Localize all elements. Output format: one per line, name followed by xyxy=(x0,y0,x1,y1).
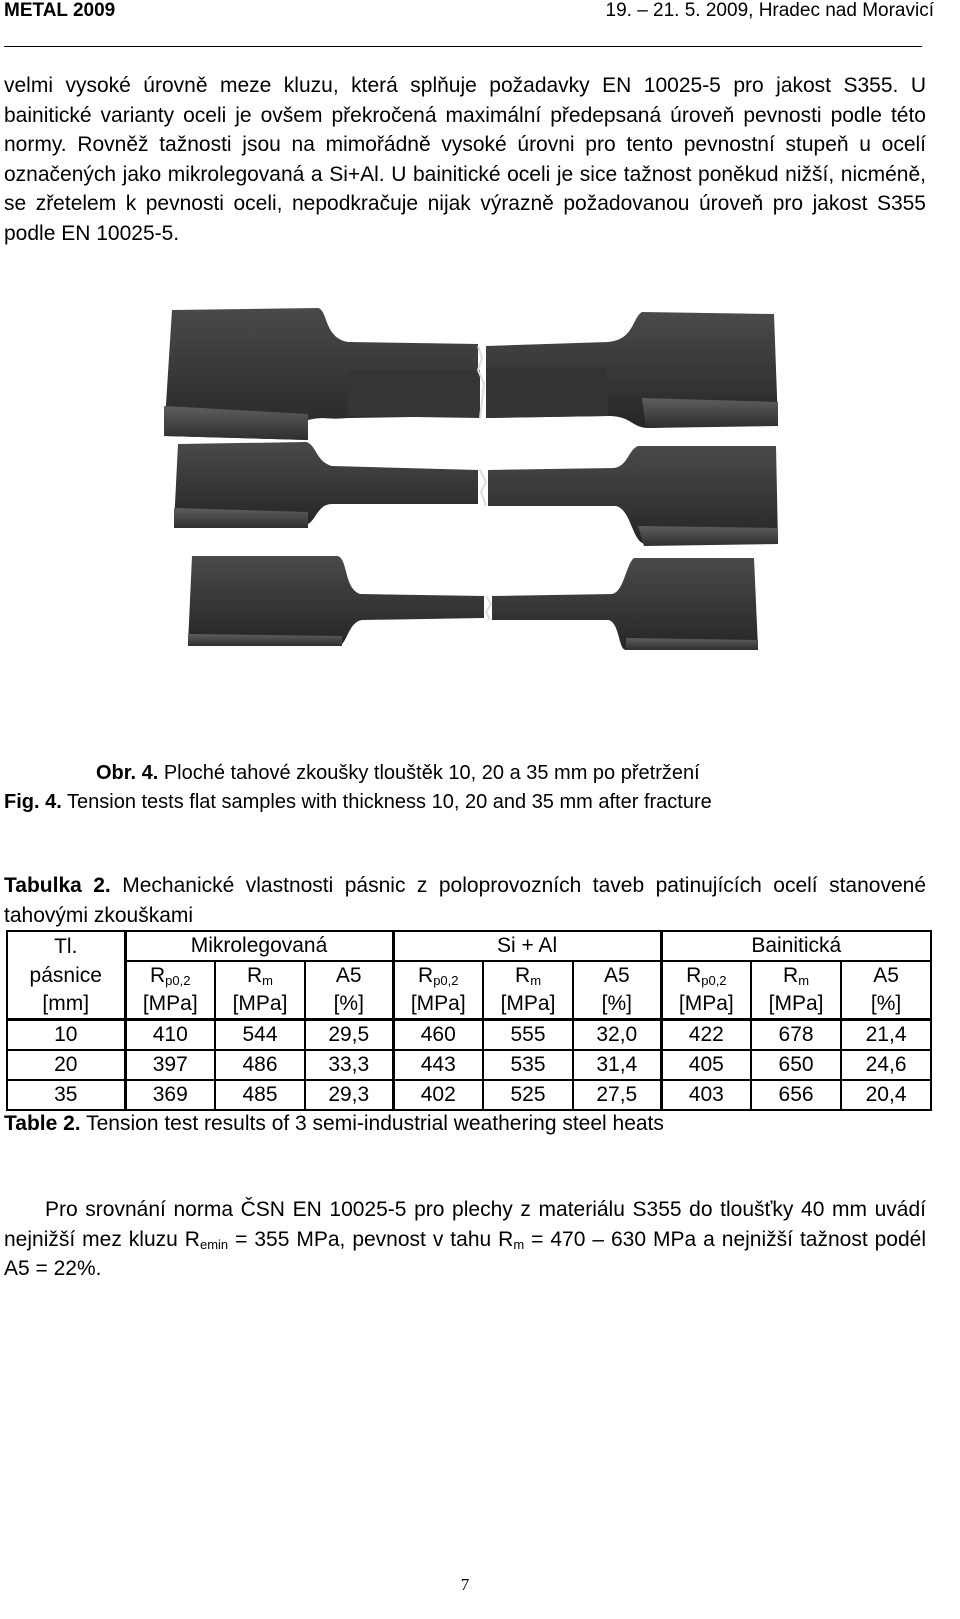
table-cell: 21,4 xyxy=(841,1020,931,1051)
table-cell: 485 xyxy=(215,1080,305,1110)
table-cell: 20,4 xyxy=(841,1080,931,1110)
sample-10mm xyxy=(188,556,758,650)
figure-text-cz: Ploché tahové zkoušky tlouštěk 10, 20 a 35 mm po přetržení xyxy=(163,762,700,784)
figure-caption-cz xyxy=(96,762,700,785)
table-cell: 678 xyxy=(751,1020,841,1051)
symbol-rm: $R_m$ xyxy=(751,961,841,990)
table-unit-row xyxy=(7,990,931,1020)
table-text-cz: Mechanické vlastnosti pásnic z poloprovozních taveb patinujících ocelí stanovené tahovými zkouškami xyxy=(4,874,926,927)
table-label-cz: Tabulka 2. xyxy=(4,874,111,897)
table-cell: 402 xyxy=(393,1080,483,1110)
table-header-row xyxy=(7,931,931,961)
body-paragraph-1: velmi vysoké úrovně meze kluzu, která splňuje požadavky EN 10025-5 pro jakost S355. U bainitické varianty oceli je ovšem překročená maximální předepsaná úroveň pevnosti podle této normy. Rovněž tažnosti jsou na mimořádně vysoké úrovni pro tento pevnostní stupeň u ocelí označených jako mikrolegovaná a Si+Al. U bainitické oceli je sice tažnost poněkud nižší, nicméně, se zřetelem k pevnosti oceli, nepodkračuje nijak výrazně požadovanou úroveň pro jakost S355 podle EN 10025-5. xyxy=(4,74,926,245)
table-cell: 403 xyxy=(661,1080,751,1110)
sample-20mm xyxy=(174,442,778,546)
unit-cell: [MPa] xyxy=(751,990,841,1020)
header-thickness-2: pásnice xyxy=(7,961,125,990)
header-thickness-1: Tl. xyxy=(7,931,125,961)
unit-cell: [%] xyxy=(305,990,393,1020)
row-thickness: 10 xyxy=(7,1020,125,1051)
table-text-en: Tension test results of 3 semi-industrial weathering steel heats xyxy=(86,1112,664,1135)
unit-cell: [MPa] xyxy=(393,990,483,1020)
table-cell: 555 xyxy=(483,1020,573,1051)
figure-label-en: Fig. 4. xyxy=(4,791,62,813)
figure-caption-en xyxy=(4,791,712,814)
symbol-rp02: $R_{p0,2}$ xyxy=(125,961,215,990)
table-cell: 32,0 xyxy=(573,1020,661,1051)
table-cell: 369 xyxy=(125,1080,215,1110)
table-cell: 397 xyxy=(125,1050,215,1080)
table-cell: 29,3 xyxy=(305,1080,393,1110)
mechanical-properties-table xyxy=(6,930,932,1111)
table-row xyxy=(7,1080,931,1110)
unit-cell: [MPa] xyxy=(483,990,573,1020)
symbol-a5: A5 xyxy=(841,961,931,990)
table-label-en: Table 2. xyxy=(4,1112,81,1135)
table-cell: 24,6 xyxy=(841,1050,931,1080)
symbol-rm: $R_m$ xyxy=(483,961,573,990)
table-cell: 31,4 xyxy=(573,1050,661,1080)
table-cell: 27,5 xyxy=(573,1080,661,1110)
group-bainitic: Bainitická xyxy=(661,931,931,961)
table-symbol-row xyxy=(7,961,931,990)
unit-cell: [MPa] xyxy=(661,990,751,1020)
group-microalloyed: Mikrolegovaná xyxy=(125,931,393,961)
table-row xyxy=(7,1050,931,1080)
table-cell: 33,3 xyxy=(305,1050,393,1080)
page-number: 7 xyxy=(460,1575,470,1594)
table-cell: 544 xyxy=(215,1020,305,1051)
table-row xyxy=(7,1020,931,1051)
table-cell: 405 xyxy=(661,1050,751,1080)
table-cell: 650 xyxy=(751,1050,841,1080)
table-cell: 443 xyxy=(393,1050,483,1080)
row-thickness: 35 xyxy=(7,1080,125,1110)
group-si-al: Si + Al xyxy=(393,931,661,961)
symbol-rp02: $R_{p0,2}$ xyxy=(661,961,751,990)
unit-cell: [%] xyxy=(573,990,661,1020)
table-caption-cz xyxy=(4,871,926,930)
table-cell: 460 xyxy=(393,1020,483,1051)
sample-35mm xyxy=(164,308,778,440)
unit-cell: [MPa] xyxy=(125,990,215,1020)
header-thickness-3: [mm] xyxy=(7,990,125,1020)
table-cell: 486 xyxy=(215,1050,305,1080)
figure-text-en: Tension tests flat samples with thickness 10, 20 and 35 mm after fracture xyxy=(67,791,712,813)
symbol-rm: $R_m$ xyxy=(215,961,305,990)
table-cell: 535 xyxy=(483,1050,573,1080)
table-cell: 410 xyxy=(125,1020,215,1051)
table-cell: 29,5 xyxy=(305,1020,393,1051)
tension-samples-photo xyxy=(148,298,808,758)
header-rule xyxy=(4,46,922,47)
symbol-a5: A5 xyxy=(305,961,393,990)
conference-name: METAL 2009 xyxy=(4,0,116,21)
unit-cell: [MPa] xyxy=(215,990,305,1020)
symbol-rp02: $R_{p0,2}$ xyxy=(393,961,483,990)
table-cell: 656 xyxy=(751,1080,841,1110)
table-cell: 422 xyxy=(661,1020,751,1051)
body-paragraph-2: Pro srovnání norma ČSN EN 10025-5 pro plechy z materiálu S355 do tloušťky 40 mm uvádí nejnižší mez kluzu $R_{emin} = 355$ MPa, pevnost v tahu $R_m = 470 - 630$ MPa a nejnižší tažnost podél A5 = 22%. xyxy=(4,1198,926,1280)
table-caption-en xyxy=(4,1112,664,1136)
conference-date-place: 19. – 21. 5. 2009, Hradec nad Moravicí xyxy=(605,0,934,21)
figure-label-cz: Obr. 4. xyxy=(96,762,159,784)
unit-cell: [%] xyxy=(841,990,931,1020)
row-thickness: 20 xyxy=(7,1050,125,1080)
table-cell: 525 xyxy=(483,1080,573,1110)
symbol-a5: A5 xyxy=(573,961,661,990)
